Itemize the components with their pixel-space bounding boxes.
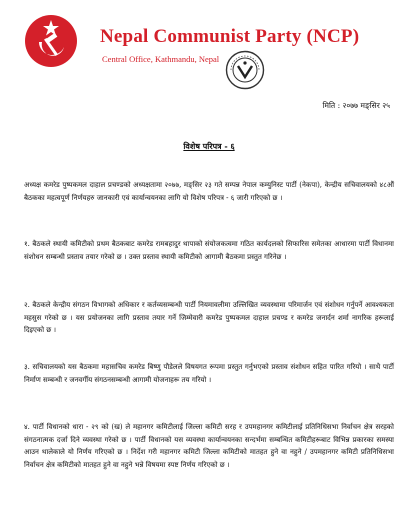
party-seal-stamp [225, 50, 265, 90]
party-name: Nepal Communist Party (NCP) [100, 26, 360, 47]
hammer-sickle-star-icon [24, 14, 78, 68]
intro-paragraph: अध्यक्ष कमरेड पुष्पकमल दाहाल प्रचण्डको अध्यक्षतामा २०७७, मङ्सिर २३ गते सम्पन्न नेपाल कम्युनिस्ट पार्टी (नेकपा), केन्द्रीय सचिवालयको ४८औं बैठकका महत्वपूर्ण निर्णयहरु जानकारी एवं कार्यान्वयनका लागि यो विशेष परिपत्र - ६ जारी गरिएको छ । [24, 181, 394, 202]
circular-heading: विशेष परिपत्र - ६ [183, 141, 235, 151]
point-1-paragraph: १. बैठकले स्थायी कमिटीको प्रथम बैठकबाट कमरेड रामबहादुर थापाको संयोजकत्वमा गठित कार्यदलको सिफारिस समेतका आधारमा पार्टी विधानमा संशोधन सम्बन्धी प्रस्ताव तयार गरेको छ । उक्त प्रस्ताव स्थायी कमिटीको आगामी बैठकमा प्रस्तुत गरिनेछ । [24, 240, 394, 261]
point-4-paragraph: ४. पार्टी विधानको धारा - २९ को (ख) ले महानगर कमिटीलाई जिल्ला कमिटी सरह र उपमहानगर कमिटीलाई प्रतिनिधिसभा निर्वाचन क्षेत्र सरहको संगठनात्मक दर्जा दिने व्यवस्था गरेको छ । पार्टी विधानको यस व्यवस्था कार्यान्वयनका सन्दर्भमा सम्बन्धित कमिटीहरूबाट विभिन्न प्रकारका समस्या आउन थालेकाले यो निर्णय गरिएको छ । निर्देश गरी महानगर कमिटी जिल्ला कमिटीको मातहत हुने वा नहुने / उपमहानगर कमिटी प्रतिनिधिसभा निर्वाचन क्षेत्र कमिटीको मातहत हुने वा नहुने भन्ने विषयमा स्पष्ट निर्णय गरिएको छ । [24, 423, 394, 469]
point-3-paragraph: ३. सचिवालयको यस बैठकमा महासचिव कमरेड बिष्णु पौडेलले विषयगत रूपमा प्रस्तुत गर्नुभएको प्रस्ताव संशोधन सहित पारित गरियो । साथै पार्टी निर्माण सम्बन्धी र जनवर्गीय संगठनसम्बन्धी आगामी योजनाहरू तय गरियो । [24, 363, 394, 384]
document-date: मिति : २०७७ मङ्सिर २५ [322, 101, 390, 110]
point-2-paragraph: २. बैठकले केन्द्रीय संगठन विभागको अधिकार र कर्तव्यसम्बन्धी पार्टी नियमावलीमा उल्लिखित व्यवस्थामा परिमार्जन एवं संशोधन गर्नुपर्ने आवश्यकता महसुस गरेको छ । यस प्रयोजनका लागि प्रस्ताव तयार गर्ने जिम्मेवारी कमरेड पुष्पकमल दाहाल प्रचण्ड र कमरेड जनार्दन शर्मा नागरिक हरूलाई दिइएको छ । [24, 301, 394, 334]
office-address: Central Office, Kathmandu, Nepal [102, 54, 220, 64]
